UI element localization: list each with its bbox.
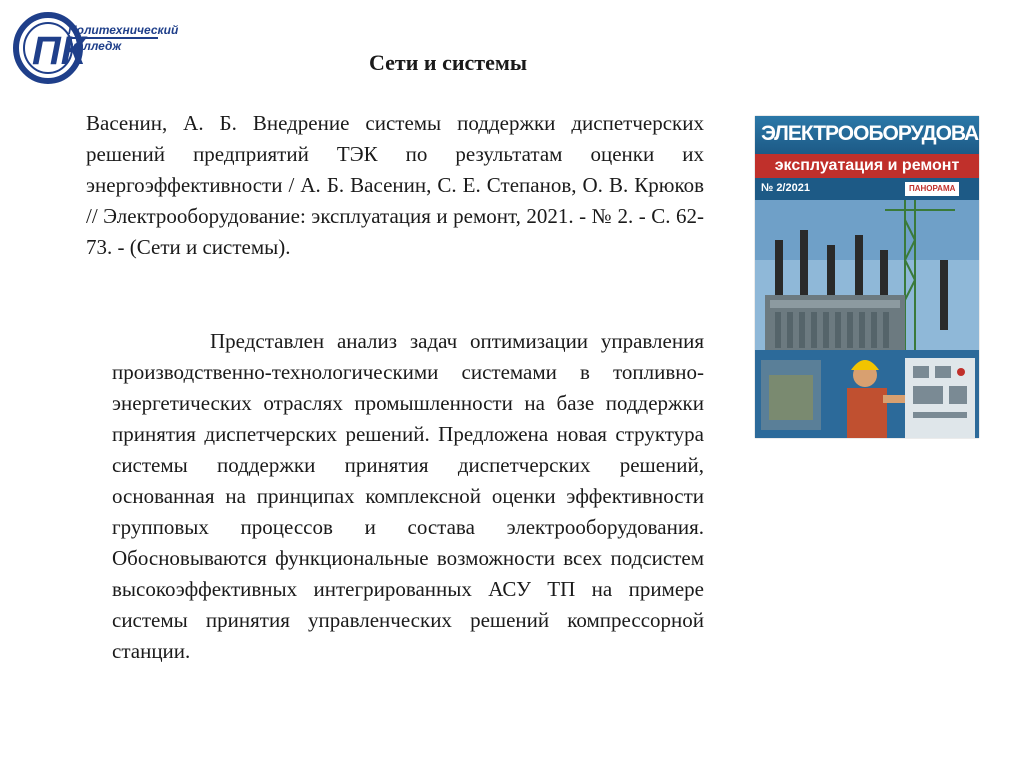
cover-photo <box>755 200 979 438</box>
logo-text-line2: колледж <box>70 39 122 53</box>
page-title <box>0 50 896 76</box>
cover-publisher: ПАНОРАМА <box>905 182 959 196</box>
cover-issue: № 2/2021 <box>761 182 810 194</box>
substation-photo-icon <box>755 200 979 438</box>
bibliographic-citation: Васенин, А. Б. Внедрение системы поддержки диспетчерских решений предприятий ТЭК по результатам оценки их энергоэффективности / А. Б. Васенин, С. Е. Степанов, О. В. Крюков // Электрооборудование: эксплуатация и ремонт, 2021. - № 2. - С. 62-73. - (Сети и системы). <box>86 111 704 259</box>
logo-monogram: ПК <box>32 29 86 73</box>
logo-text-line1: Политехнический <box>68 23 179 37</box>
cover-subtitle: эксплуатация и ремонт <box>755 154 979 178</box>
magazine-cover <box>755 116 1020 438</box>
cover-title: ЭЛЕКТРООБОРУДОВАНИЕ <box>761 122 1020 145</box>
abstract-text: Представлен анализ задач оптимизации управления производственно-технологическими системами в топливно-энергетических отраслях промышленности на базе поддержки принятия диспетчерских решений. Предложена новая структура системы поддержки принятия диспетчерских решений, основанная на принципах комплексной оценки эффективности групповых процессов и состава электрооборудования. Обосновываются функциональные возможности всех подсистем высокоэффективных интегрированных АСУ ТП на примере системы принятия управленческих решений компрессорной станции. <box>112 329 704 663</box>
page-title-text: Сети и системы <box>368 50 528 75</box>
